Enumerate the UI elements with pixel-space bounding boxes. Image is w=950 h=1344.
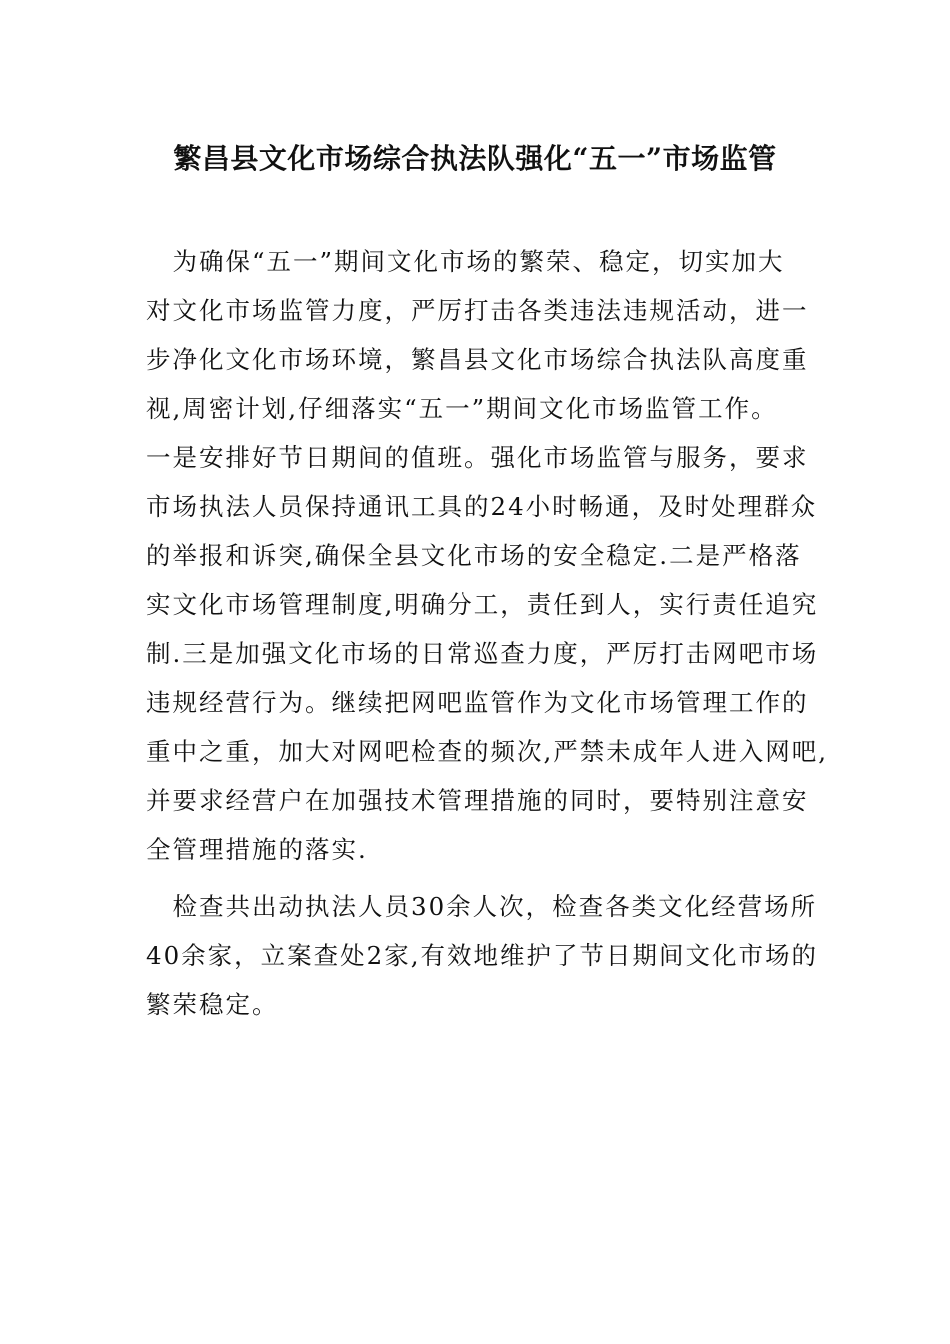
paragraph-line: 视,周密计划,仔细落实“五一”期间文化市场监管工作。 [146,394,778,423]
paragraph-line: 一是安排好节日期间的值班。强化市场监管与服务，要求 [146,443,809,472]
paragraph-line: 市场执法人员保持通讯工具的24小时畅通，及时处理群众 [146,492,818,521]
paragraph-line: 对文化市场监管力度，严厉打击各类违法违规活动，进一 [146,296,809,325]
paragraph-line: 重中之重，加大对网吧检查的频次,严禁未成年人进入网吧, [146,737,829,766]
paragraph-line: 40余家，立案查处2家,有效地维护了节日期间文化市场的 [146,941,819,970]
paragraph-line: 全管理措施的落实. [146,835,368,864]
paragraph-line: 违规经营行为。继续把网吧监管作为文化市场管理工作的 [146,688,809,717]
paragraph-line: 繁荣稳定。 [146,990,279,1019]
paragraph-line: 并要求经营户在加强技术管理措施的同时，要特别注意安 [146,786,809,815]
paragraph-line: 实文化市场管理制度,明确分工，责任到人，实行责任追究 [146,590,819,619]
document-title: 繁昌县文化市场综合执法队强化“五一”市场监管 [173,142,777,175]
paragraph-line: 检查共出动执法人员30余人次，检查各类文化经营场所 [146,892,818,921]
paragraph-line: 为确保“五一”期间文化市场的繁荣、稳定，切实加大 [146,247,785,276]
paragraph-line: 制.三是加强文化市场的日常巡查力度，严厉打击网吧市场 [146,639,819,668]
paragraph-line: 的举报和诉突,确保全县文化市场的安全稳定.二是严格落 [146,541,802,570]
paragraph-line: 步净化文化市场环境，繁昌县文化市场综合执法队高度重 [146,345,809,374]
